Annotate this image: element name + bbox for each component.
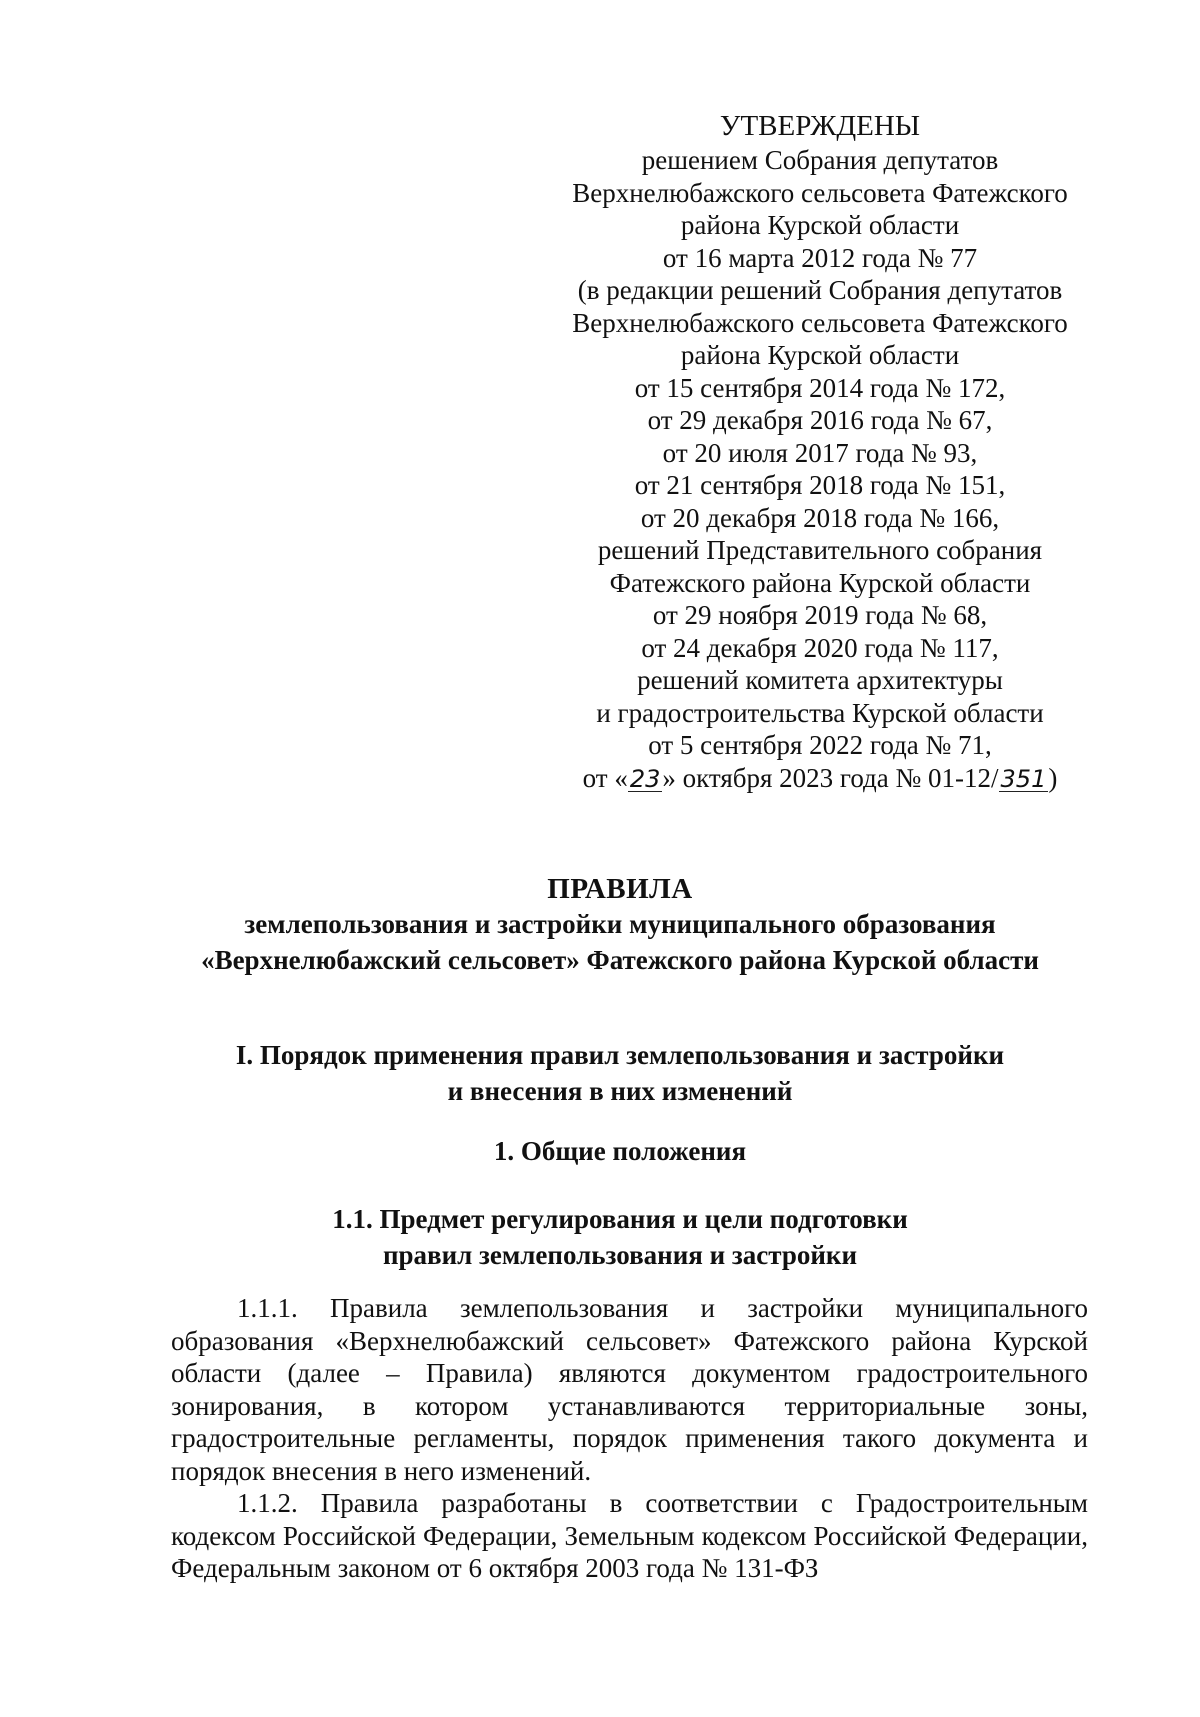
section-heading-line: и внесения в них изменений <box>447 1076 793 1106</box>
handwritten-day: 23 <box>629 764 661 793</box>
document-title-main: ПРАВИЛА <box>547 873 693 905</box>
document-title <box>100 872 1140 978</box>
approval-line: района Курской области <box>680 210 960 240</box>
approval-line: от 15 сентября 2014 года № 172, <box>634 372 1006 403</box>
subsection-heading <box>100 1201 1140 1273</box>
approval-line: от 21 сентября 2018 года № 151, <box>634 470 1006 500</box>
approval-line: (в редакции решений Собрания депутатов <box>577 275 1063 305</box>
subsection-heading-line: правил землепользования и застройки <box>382 1240 858 1270</box>
approval-title: УТВЕРЖДЕНЫ <box>719 110 921 142</box>
chapter-heading-title: 1. Общие положения <box>493 1136 747 1166</box>
approval-line: Верхнелюбажского сельсовета Фатежского <box>572 177 1068 208</box>
paragraph: 1.1.2. Правила разработаны в соответствии с Градостроительным кодексом Российской Федерации, Земельным кодексом Российской Федерации, Федеральным законом от 6 октября 2003 года № 131-ФЗ <box>171 1488 1088 1583</box>
approval-line: решений Представительного собрания <box>597 535 1043 565</box>
approval-line: от 20 июля 2017 года № 93, <box>662 437 978 468</box>
approval-line: от 5 сентября 2022 года № 71, <box>648 730 992 760</box>
body-text <box>171 1292 1088 1585</box>
approval-last-line-prefix: от « <box>582 762 628 793</box>
approval-block <box>540 108 1100 794</box>
approval-line: и градостроительства Курской области <box>596 697 1044 728</box>
approval-line: от 20 декабря 2018 года № 166, <box>640 502 1000 533</box>
approval-last-line <box>540 762 1100 795</box>
approval-line: от 16 марта 2012 года № 77 <box>662 242 978 273</box>
paragraph: 1.1.1. Правила землепользования и застройки муниципального образования «Верхнелюбажский сельсовет» Фатежского района Курской области (далее – Правила) являются документом градостроительного зонирования, в котором устанавливаются территориальные зоны, градостроительные регламенты, порядок применения такого документа и порядок внесения в него изменений. <box>171 1293 1088 1486</box>
document-title-subtitle: «Верхнелюбажский сельсовет» Фатежского района Курской области <box>201 945 1039 975</box>
approval-last-line-suffix: ) <box>1048 762 1058 793</box>
approval-line: района Курской области <box>680 340 960 370</box>
approval-last-line-middle: » октября 2023 года № 01-12/ <box>662 762 999 793</box>
approval-line: Верхнелюбажского сельсовета Фатежского <box>572 307 1068 338</box>
section-heading <box>100 1037 1140 1109</box>
approval-line: решением Собрания депутатов <box>641 145 999 175</box>
section-heading-line: I. Порядок применения правил землепользования и застройки <box>235 1040 1005 1070</box>
approval-line: от 24 декабря 2020 года № 117, <box>641 632 999 663</box>
approval-line: Фатежского района Курской области <box>609 567 1031 598</box>
approval-line: решений комитета архитектуры <box>637 665 1003 695</box>
subsection-heading-line: 1.1. Предмет регулирования и цели подготовки <box>332 1204 908 1234</box>
approval-line: от 29 ноября 2019 года № 68, <box>652 600 988 630</box>
approval-line: от 29 декабря 2016 года № 67, <box>647 405 993 435</box>
chapter-heading <box>100 1133 1140 1169</box>
document-title-subtitle: землепользования и застройки муниципального образования <box>244 909 996 939</box>
handwritten-number: 351 <box>1000 764 1047 793</box>
